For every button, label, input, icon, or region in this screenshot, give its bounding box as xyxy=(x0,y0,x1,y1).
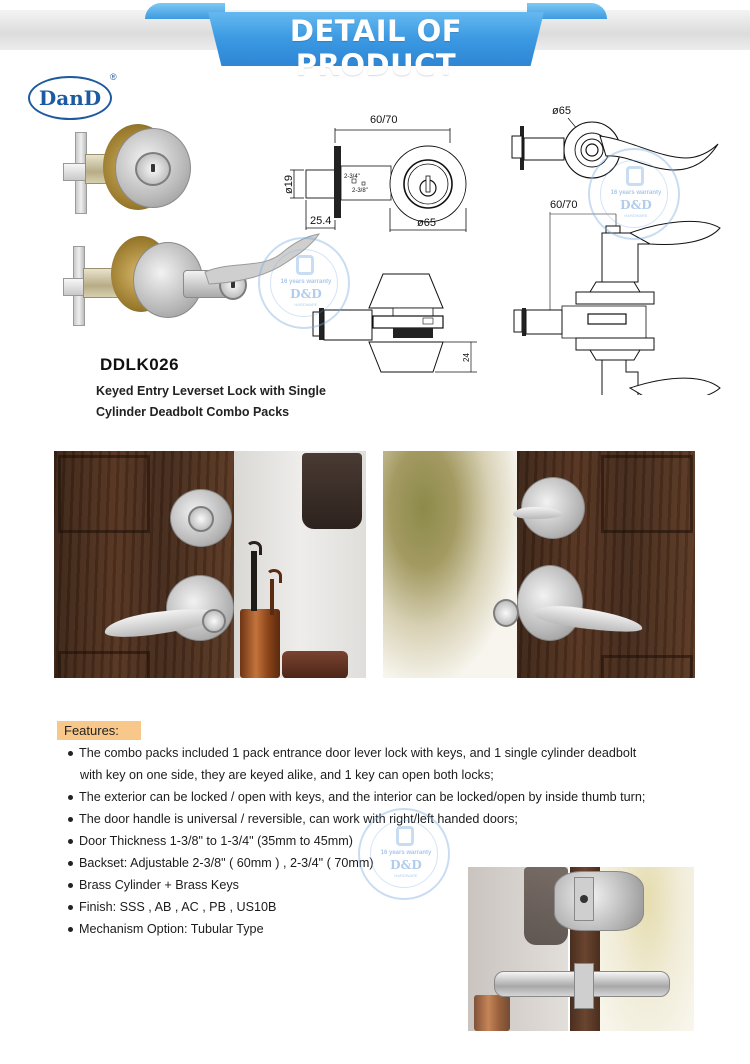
feature-item: Brass Cylinder + Brass Keys xyxy=(66,874,645,896)
product-subtitle: Keyed Entry Leverset Lock with Single Cylinder Deadbolt Combo Packs xyxy=(96,384,326,419)
feature-item: The door handle is universal / reversible, can work with right/left handed doors; xyxy=(66,808,645,830)
header-banner xyxy=(0,0,750,82)
brand-logo xyxy=(28,76,112,120)
features-label: Features: xyxy=(57,721,141,740)
rose-diameter: ø65 xyxy=(417,217,436,229)
product-model: DDLK026 xyxy=(100,355,180,374)
watermark-seal: 16 years warranty D&D HARDWARE xyxy=(258,237,350,329)
bolt-diameter: ø19 xyxy=(283,175,295,194)
page-title: DETAIL OF PRODUCT xyxy=(289,14,463,82)
watermark-seal: 16 years warranty D&D HARDWARE xyxy=(358,808,450,900)
svg-text:2-3/8": 2-3/8" xyxy=(352,188,368,194)
feature-item: Door Thickness 1-3/8" to 1-3/4" (35mm to 45mm) xyxy=(66,830,645,852)
feature-item: Finish: SSS , AB , AC , PB , US10B xyxy=(66,896,645,918)
side-height: 24 xyxy=(462,353,471,362)
lever-rose-diameter: ø65 xyxy=(552,105,571,117)
backset-dimension: 60/70 xyxy=(370,114,398,126)
door-edge-photo xyxy=(468,867,694,1031)
interior-door-photo xyxy=(383,451,695,678)
watermark-seal: 16 years warranty D&D HARDWARE xyxy=(588,148,680,240)
feature-item: Mechanism Option: Tubular Type xyxy=(66,918,645,940)
bolt-length: 25.4 xyxy=(310,215,332,227)
feature-item: The exterior can be locked / open with keys, and the interior can be locked/open by inside thumb turn; xyxy=(66,786,645,808)
feature-item-continuation: with key on one side, they are keyed alike, and 1 key can open both locks; xyxy=(80,768,494,782)
svg-text:2-3/4": 2-3/4" xyxy=(344,174,360,180)
lever-dimension-drawing xyxy=(510,100,730,395)
deadbolt-dimension-drawing xyxy=(280,108,480,238)
deadbolt-photo xyxy=(55,118,170,218)
feature-item: The combo packs included 1 pack entrance door lever lock with keys, and 1 single cylinder deadbolt xyxy=(66,742,645,764)
feature-item: Backset: Adjustable 2-3/8" ( 60mm ) , 2-3/4" ( 70mm) xyxy=(66,852,645,874)
logo-text: DanD xyxy=(38,86,102,110)
registered-mark: ® xyxy=(110,72,117,82)
lever-backset: 60/70 xyxy=(550,199,578,211)
exterior-door-photo xyxy=(54,451,366,678)
